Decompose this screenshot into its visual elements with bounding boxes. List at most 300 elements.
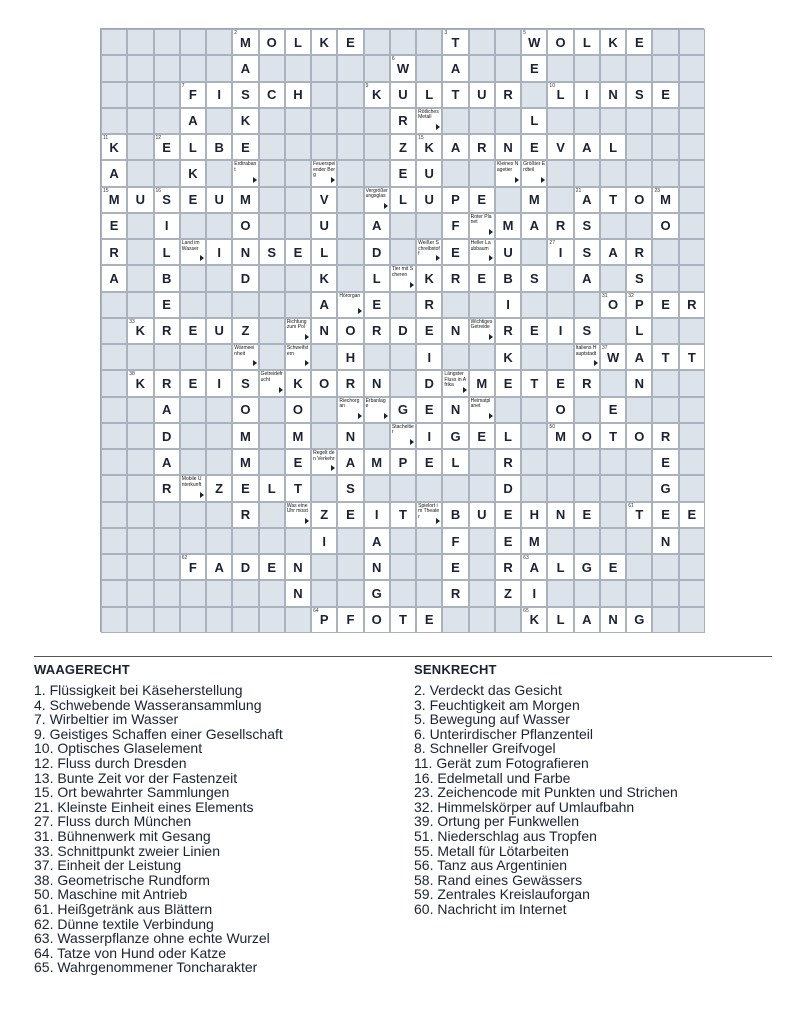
empty-cell: [259, 292, 285, 318]
clue-text: Schweifstern: [286, 345, 309, 357]
clue-number: 12: [155, 135, 162, 142]
empty-cell: [154, 344, 180, 370]
empty-cell: [679, 580, 705, 606]
empty-cell: [364, 134, 390, 160]
cell-letter: N: [555, 507, 566, 523]
letter-cell: [574, 318, 600, 344]
cell-letter: L: [372, 270, 381, 286]
cell-letter: S: [241, 376, 250, 392]
empty-cell: [416, 580, 442, 606]
letter-cell: [364, 528, 390, 554]
cell-letter: E: [661, 507, 670, 523]
empty-cell: [259, 160, 285, 186]
cell-letter: U: [214, 192, 224, 208]
letter-cell: [364, 449, 390, 475]
letter-cell: [600, 239, 626, 265]
h-clue: 12. Fluss durch Dresden: [34, 754, 187, 771]
empty-cell: [469, 344, 495, 370]
letter-cell: [626, 502, 652, 528]
empty-cell: [600, 265, 626, 291]
letter-cell: [390, 187, 416, 213]
letter-cell: [390, 449, 416, 475]
empty-cell: [469, 55, 495, 81]
empty-cell: [101, 29, 127, 55]
empty-cell: [259, 580, 285, 606]
cell-letter: N: [634, 376, 645, 392]
cell-letter: T: [399, 507, 407, 523]
cell-letter: A: [582, 270, 592, 286]
letter-cell: [652, 528, 678, 554]
letter-cell: [521, 318, 547, 344]
empty-cell: [311, 475, 337, 501]
letter-cell: [337, 29, 363, 55]
empty-cell: [364, 55, 390, 81]
empty-cell: [679, 213, 705, 239]
cell-letter: B: [214, 139, 224, 155]
letter-cell: [626, 423, 652, 449]
empty-cell: [679, 370, 705, 396]
cell-letter: E: [424, 323, 434, 339]
empty-cell: [127, 554, 153, 580]
empty-cell: [206, 580, 232, 606]
letter-cell: [416, 292, 442, 318]
cell-letter: E: [477, 270, 487, 286]
empty-cell: [469, 580, 495, 606]
arrow-right-icon: [436, 518, 440, 524]
cell-letter: N: [450, 402, 461, 418]
clue-text: Regelt den Verkehr: [313, 450, 335, 462]
letter-cell: [311, 607, 337, 633]
letter-cell: [285, 82, 311, 108]
letter-cell: [469, 370, 495, 396]
cell-letter: K: [372, 87, 382, 103]
empty-cell: [679, 607, 705, 633]
letter-cell: [337, 475, 363, 501]
cell-letter: M: [502, 218, 514, 234]
cell-letter: K: [503, 349, 513, 365]
letter-cell: [442, 528, 468, 554]
letter-cell: [495, 344, 521, 370]
letter-cell: [652, 344, 678, 370]
letter-cell: [521, 134, 547, 160]
letter-cell: [600, 607, 626, 633]
clue-cell: [232, 344, 258, 370]
letter-cell: [495, 502, 521, 528]
empty-cell: [652, 265, 678, 291]
empty-cell: [127, 265, 153, 291]
v-clue: 32. Himmelskörper auf Umlaufbahn: [414, 798, 635, 815]
empty-cell: [679, 554, 705, 580]
empty-cell: [626, 475, 652, 501]
empty-cell: [180, 292, 206, 318]
clue-number: 9: [365, 82, 369, 89]
cell-letter: T: [399, 612, 407, 628]
arrow-right-icon: [358, 308, 362, 314]
cell-letter: O: [371, 612, 382, 628]
clue-cell: [337, 292, 363, 318]
cell-letter: K: [529, 612, 539, 628]
empty-cell: [469, 554, 495, 580]
empty-cell: [154, 554, 180, 580]
letter-cell: [600, 82, 626, 108]
cell-letter: D: [503, 481, 513, 497]
letter-cell: [442, 134, 468, 160]
empty-cell: [390, 29, 416, 55]
letter-cell: [364, 370, 390, 396]
cell-letter: A: [345, 454, 356, 470]
letter-cell: [390, 502, 416, 528]
letter-cell: [337, 370, 363, 396]
letter-cell: [521, 528, 547, 554]
letter-cell: [154, 265, 180, 291]
letter-cell: [390, 55, 416, 81]
cell-letter: A: [109, 165, 119, 181]
horizontal-heading: WAAGERECHT: [34, 662, 130, 677]
arrow-right-icon: [489, 255, 493, 261]
letter-cell: [495, 265, 521, 291]
letter-cell: [416, 160, 442, 186]
letter-cell: [442, 265, 468, 291]
empty-cell: [679, 449, 705, 475]
clue-cell: [337, 397, 363, 423]
cell-letter: O: [555, 34, 566, 50]
letter-cell: [311, 187, 337, 213]
letter-cell: [364, 292, 390, 318]
letter-cell: [442, 449, 468, 475]
empty-cell: [259, 187, 285, 213]
letter-cell: [180, 134, 206, 160]
cell-letter: E: [503, 533, 513, 549]
cell-letter: R: [503, 454, 513, 470]
letter-cell: [180, 82, 206, 108]
clue-cell: [574, 344, 600, 370]
cell-letter: A: [582, 612, 592, 628]
clue-number: 16: [155, 187, 162, 194]
letter-cell: [206, 82, 232, 108]
empty-cell: [337, 187, 363, 213]
cell-letter: K: [109, 139, 119, 155]
clue-number: 50: [549, 423, 555, 430]
h-clue: 1. Flüssigkeit bei Käseherstellung: [34, 682, 243, 698]
cell-letter: P: [319, 612, 329, 628]
cell-letter: G: [634, 612, 645, 628]
empty-cell: [337, 554, 363, 580]
h-clue: 9. Geistiges Schaffen einer Gesellschaft: [34, 725, 283, 742]
cell-letter: I: [322, 533, 327, 549]
cell-letter: F: [346, 612, 355, 628]
cell-letter: R: [398, 113, 408, 129]
empty-cell: [574, 528, 600, 554]
empty-cell: [547, 344, 573, 370]
cell-letter: K: [135, 376, 146, 392]
clue-cell: [469, 397, 495, 423]
empty-cell: [154, 82, 180, 108]
h-clue: 38. Geometrische Rundform: [34, 871, 210, 888]
empty-cell: [101, 423, 127, 449]
cell-letter: L: [556, 87, 565, 103]
cell-letter: F: [451, 218, 460, 234]
empty-cell: [180, 55, 206, 81]
empty-cell: [127, 82, 153, 108]
empty-cell: [652, 554, 678, 580]
empty-cell: [154, 108, 180, 134]
arrow-right-icon: [489, 334, 493, 340]
empty-cell: [232, 292, 258, 318]
clue-number: 5: [523, 30, 526, 36]
empty-cell: [180, 423, 206, 449]
empty-cell: [154, 528, 180, 554]
empty-cell: [652, 29, 678, 55]
clue-cell: [285, 318, 311, 344]
empty-cell: [626, 554, 652, 580]
empty-cell: [652, 607, 678, 633]
empty-cell: [626, 397, 652, 423]
arrow-right-icon: [200, 255, 204, 261]
cell-letter: I: [374, 507, 379, 523]
cell-letter: N: [319, 323, 329, 339]
cell-letter: E: [582, 507, 592, 523]
cell-letter: G: [581, 559, 592, 575]
empty-cell: [652, 160, 678, 186]
letter-cell: [180, 108, 206, 134]
clue-cell: [469, 213, 495, 239]
cell-letter: E: [293, 454, 303, 470]
letter-cell: [442, 239, 468, 265]
letter-cell: [626, 607, 652, 633]
cell-letter: D: [398, 323, 408, 339]
cell-letter: E: [398, 165, 408, 181]
clue-cell: [390, 423, 416, 449]
cell-letter: E: [661, 87, 670, 103]
letter-cell: [652, 502, 678, 528]
cell-letter: R: [450, 586, 461, 602]
letter-cell: [311, 528, 337, 554]
letter-cell: [495, 528, 521, 554]
empty-cell: [469, 528, 495, 554]
letter-cell: [469, 502, 495, 528]
letter-cell: [285, 239, 311, 265]
empty-cell: [127, 108, 153, 134]
clue-number: 21: [575, 187, 582, 194]
clue-text: Stacheltier: [391, 423, 414, 436]
empty-cell: [652, 318, 678, 344]
clue-number: 15: [418, 135, 424, 142]
empty-cell: [521, 344, 547, 370]
letter-cell: [337, 607, 363, 633]
letter-cell: [495, 213, 521, 239]
letter-cell: [232, 82, 258, 108]
cell-letter: E: [608, 559, 618, 575]
empty-cell: [259, 502, 285, 528]
cell-letter: T: [609, 428, 618, 444]
empty-cell: [127, 528, 153, 554]
empty-cell: [547, 292, 573, 318]
h-clue: 63. Wasserpflanze ohne echte Wurzel: [34, 930, 270, 947]
empty-cell: [101, 502, 127, 528]
arrow-right-icon: [305, 360, 309, 366]
letter-cell: [574, 213, 600, 239]
empty-cell: [127, 160, 153, 186]
empty-cell: [311, 134, 337, 160]
letter-cell: [311, 213, 337, 239]
empty-cell: [547, 449, 573, 475]
empty-cell: [547, 528, 573, 554]
empty-cell: [101, 528, 127, 554]
clue-text: Wärmeeinheit: [234, 345, 255, 357]
cell-letter: L: [451, 454, 460, 470]
empty-cell: [364, 423, 390, 449]
letter-cell: [232, 370, 258, 396]
letter-cell: [206, 554, 232, 580]
cell-letter: W: [606, 349, 620, 365]
clue-text: Feuerspeiender Berg: [313, 161, 336, 179]
letter-cell: [311, 318, 337, 344]
arrow-right-icon: [305, 518, 309, 524]
arrow-right-icon: [436, 255, 440, 261]
cell-letter: G: [397, 402, 409, 418]
cell-letter: O: [608, 297, 619, 313]
arrow-right-icon: [436, 124, 440, 130]
cell-letter: R: [372, 323, 382, 339]
cell-letter: S: [346, 481, 355, 497]
letter-cell: [154, 475, 180, 501]
cell-letter: A: [372, 533, 382, 549]
empty-cell: [442, 475, 468, 501]
empty-cell: [154, 55, 180, 81]
cell-letter: A: [450, 139, 461, 155]
empty-cell: [679, 475, 705, 501]
clue-cell: [390, 265, 416, 291]
h-clue: 15. Ort bewahrter Sammlungen: [34, 784, 230, 801]
letter-cell: [285, 29, 311, 55]
letter-cell: [442, 82, 468, 108]
cell-letter: E: [424, 612, 434, 628]
empty-cell: [600, 318, 626, 344]
empty-cell: [127, 475, 153, 501]
cell-letter: U: [503, 244, 513, 260]
empty-cell: [390, 370, 416, 396]
letter-cell: [495, 580, 521, 606]
cell-letter: E: [608, 402, 618, 418]
empty-cell: [206, 292, 232, 318]
cell-letter: D: [372, 244, 382, 260]
cell-letter: O: [319, 376, 330, 392]
letter-cell: [442, 397, 468, 423]
empty-cell: [101, 292, 127, 318]
empty-cell: [574, 55, 600, 81]
letter-cell: [442, 580, 468, 606]
cell-letter: E: [477, 192, 487, 208]
cell-letter: R: [161, 376, 172, 392]
letter-cell: [232, 187, 258, 213]
cell-letter: P: [634, 297, 644, 313]
letter-cell: [101, 213, 127, 239]
letter-cell: [180, 187, 206, 213]
v-clue: 56. Tanz aus Argentinien: [414, 857, 568, 874]
empty-cell: [127, 292, 153, 318]
letter-cell: [442, 55, 468, 81]
empty-cell: [495, 55, 521, 81]
letter-cell: [626, 82, 652, 108]
letter-cell: [337, 423, 363, 449]
arrow-right-icon: [331, 177, 335, 183]
empty-cell: [390, 239, 416, 265]
letter-cell: [626, 370, 652, 396]
letter-cell: [232, 475, 258, 501]
empty-cell: [101, 318, 127, 344]
cell-letter: S: [634, 87, 644, 103]
cell-letter: R: [503, 87, 513, 103]
h-clue: 27. Fluss durch München: [34, 813, 192, 830]
letter-cell: [521, 213, 547, 239]
empty-cell: [626, 108, 652, 134]
empty-cell: [521, 449, 547, 475]
cell-letter: D: [240, 559, 251, 575]
empty-cell: [259, 528, 285, 554]
cell-letter: P: [451, 192, 460, 208]
cell-letter: N: [293, 586, 303, 602]
cell-letter: M: [555, 428, 566, 444]
letter-cell: [521, 502, 547, 528]
letter-cell: [285, 554, 311, 580]
letter-cell: [495, 423, 521, 449]
cell-letter: A: [240, 60, 251, 76]
cell-letter: O: [292, 402, 303, 418]
cell-letter: A: [109, 270, 119, 286]
cell-letter: A: [372, 218, 382, 234]
cell-letter: T: [661, 349, 670, 365]
letter-cell: [154, 318, 180, 344]
cell-letter: L: [504, 428, 512, 444]
empty-cell: [180, 265, 206, 291]
cell-letter: D: [161, 428, 172, 444]
cell-letter: R: [687, 297, 697, 313]
letter-cell: [600, 423, 626, 449]
empty-cell: [127, 449, 153, 475]
letter-cell: [442, 213, 468, 239]
empty-cell: [101, 344, 127, 370]
clue-number: 64: [313, 607, 319, 614]
v-clue: 16. Edelmetall und Farbe: [414, 769, 571, 786]
empty-cell: [285, 607, 311, 633]
empty-cell: [311, 423, 337, 449]
letter-cell: [337, 318, 363, 344]
letter-cell: [311, 370, 337, 396]
cell-letter: L: [188, 139, 197, 155]
cell-letter: E: [503, 507, 513, 523]
letter-cell: [547, 370, 573, 396]
empty-cell: [600, 108, 626, 134]
empty-cell: [679, 55, 705, 81]
empty-cell: [364, 344, 390, 370]
arrow-right-icon: [594, 360, 598, 366]
v-clue: 3. Feuchtigkeit am Morgen: [414, 696, 580, 713]
empty-cell: [259, 55, 285, 81]
letter-cell: [600, 397, 626, 423]
empty-cell: [469, 108, 495, 134]
letter-cell: [521, 55, 547, 81]
cell-letter: I: [217, 376, 221, 392]
cell-letter: F: [188, 559, 197, 575]
arrow-right-icon: [279, 387, 283, 393]
cell-letter: O: [581, 428, 592, 444]
cell-letter: M: [240, 454, 251, 470]
clue-text: Getreidefrucht: [260, 371, 283, 383]
cell-letter: K: [293, 376, 303, 392]
cell-letter: Z: [241, 323, 250, 339]
letter-cell: [180, 554, 206, 580]
empty-cell: [206, 108, 232, 134]
